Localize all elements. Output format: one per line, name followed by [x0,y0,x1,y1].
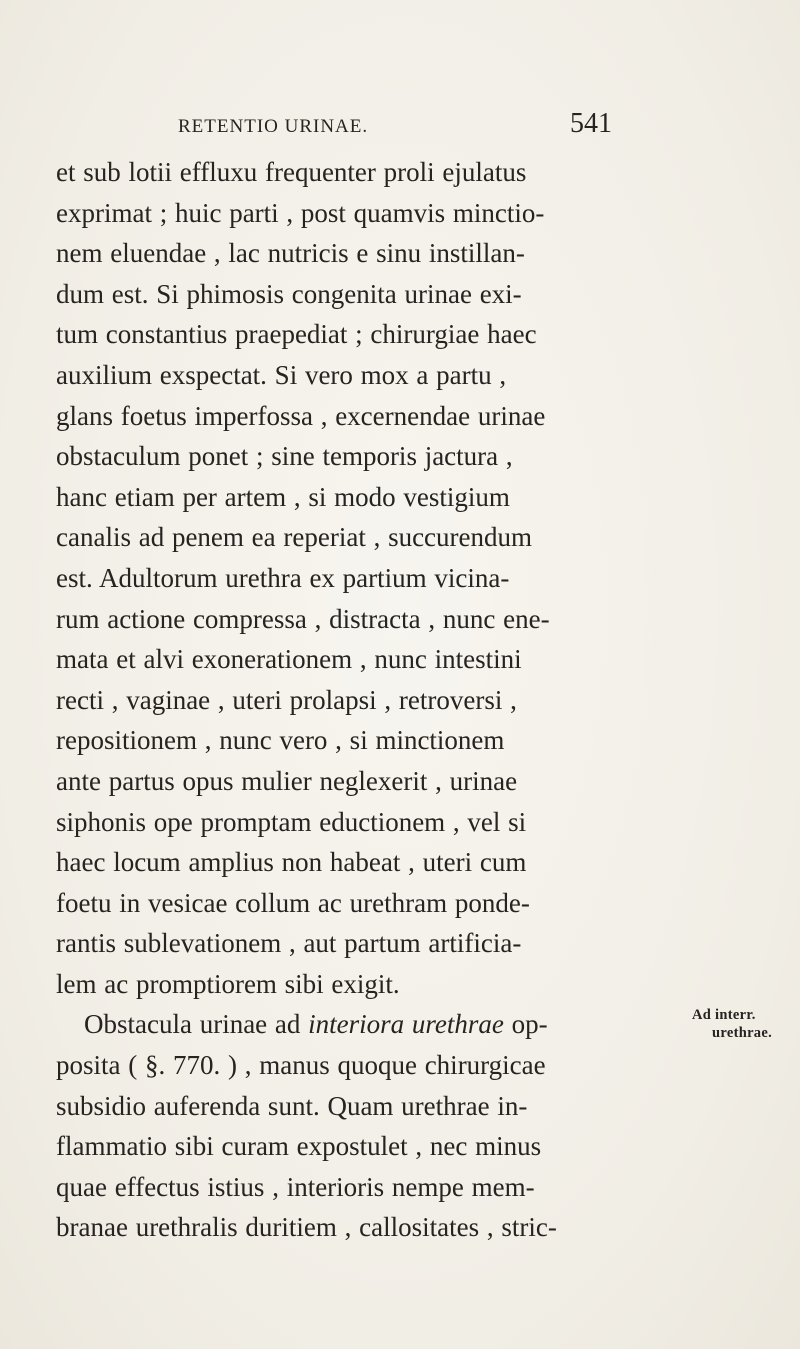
running-title: RETENTIO URINAE. [178,116,369,137]
text-line-13: mata et alvi exonerationem , nunc intestini [56,644,522,675]
text-line-22-end: op- [503,1009,548,1040]
text-line-4: dum est. Si phimosis congenita urinae exi- [56,278,522,309]
running-head [0,104,800,148]
text-line-1: et sub lotii effluxu frequenter proli ejulatus [56,157,527,187]
text-line-23: posita ( §. 770. ) , manus quoque chirurgicae [56,1050,546,1081]
text-line-17: siphonis ope promptam eductionem , vel si [56,806,527,837]
text-line-24: subsidio auferenda sunt. Quam urethrae in- [56,1090,528,1121]
page-number: 541 [570,108,612,139]
text-line-3: nem eluendae , lac nutricis e sinu instillan- [56,238,525,269]
text-line-12: rum actione compressa , distracta , nunc ene- [56,603,550,634]
body-text [56,152,776,1248]
text-line-26: quae effectus istius , interioris nempe mem- [56,1171,535,1202]
text-line-25: flammatio sibi curam expostulet , nec minus [56,1131,542,1162]
margin-note [692,1006,792,1042]
text-line-9: hanc etiam per artem , si modo vestigium [56,481,510,512]
margin-note-line-1: Ad interr. [692,1007,756,1023]
text-line-16: ante partus opus mulier neglexerit , urinae [56,765,518,796]
text-line-14: recti , vaginae , uteri prolapsi , retroversi , [56,684,517,715]
text-line-21: lem ac promptiorem sibi exigit. [56,968,400,999]
italic-term: interiora urethrae [308,1009,504,1040]
text-line-2: exprimat ; huic parti , post quamvis minctio- [56,197,545,228]
text-line-5: tum constantius praepediat ; chirurgiae haec [56,319,537,350]
text-line-22-start: Obstacula urinae ad [84,1009,309,1040]
text-line-22 [56,1004,776,1045]
text-line-18: haec locum amplius non habeat , uteri cum [56,847,527,878]
text-line-10: canalis ad penem ea reperiat , succurendum [56,522,533,553]
text-line-7: glans foetus imperfossa , excernendae urinae [56,400,546,431]
text-line-20: rantis sublevationem , aut partum artificia- [56,928,522,959]
text-line-11: est. Adultorum urethra ex partium vicina- [56,562,510,593]
margin-note-line-2: urethrae. [712,1025,773,1041]
text-line-8: obstaculum ponet ; sine temporis jactura , [56,441,513,472]
text-line-6: auxilium exspectat. Si vero mox a partu , [56,359,507,390]
text-line-19: foetu in vesicae collum ac urethram ponde- [56,887,530,918]
text-line-15: repositionem , nunc vero , si minctionem [56,725,505,756]
text-line-27: branae urethralis duritiem , callositates , stric- [56,1212,557,1243]
